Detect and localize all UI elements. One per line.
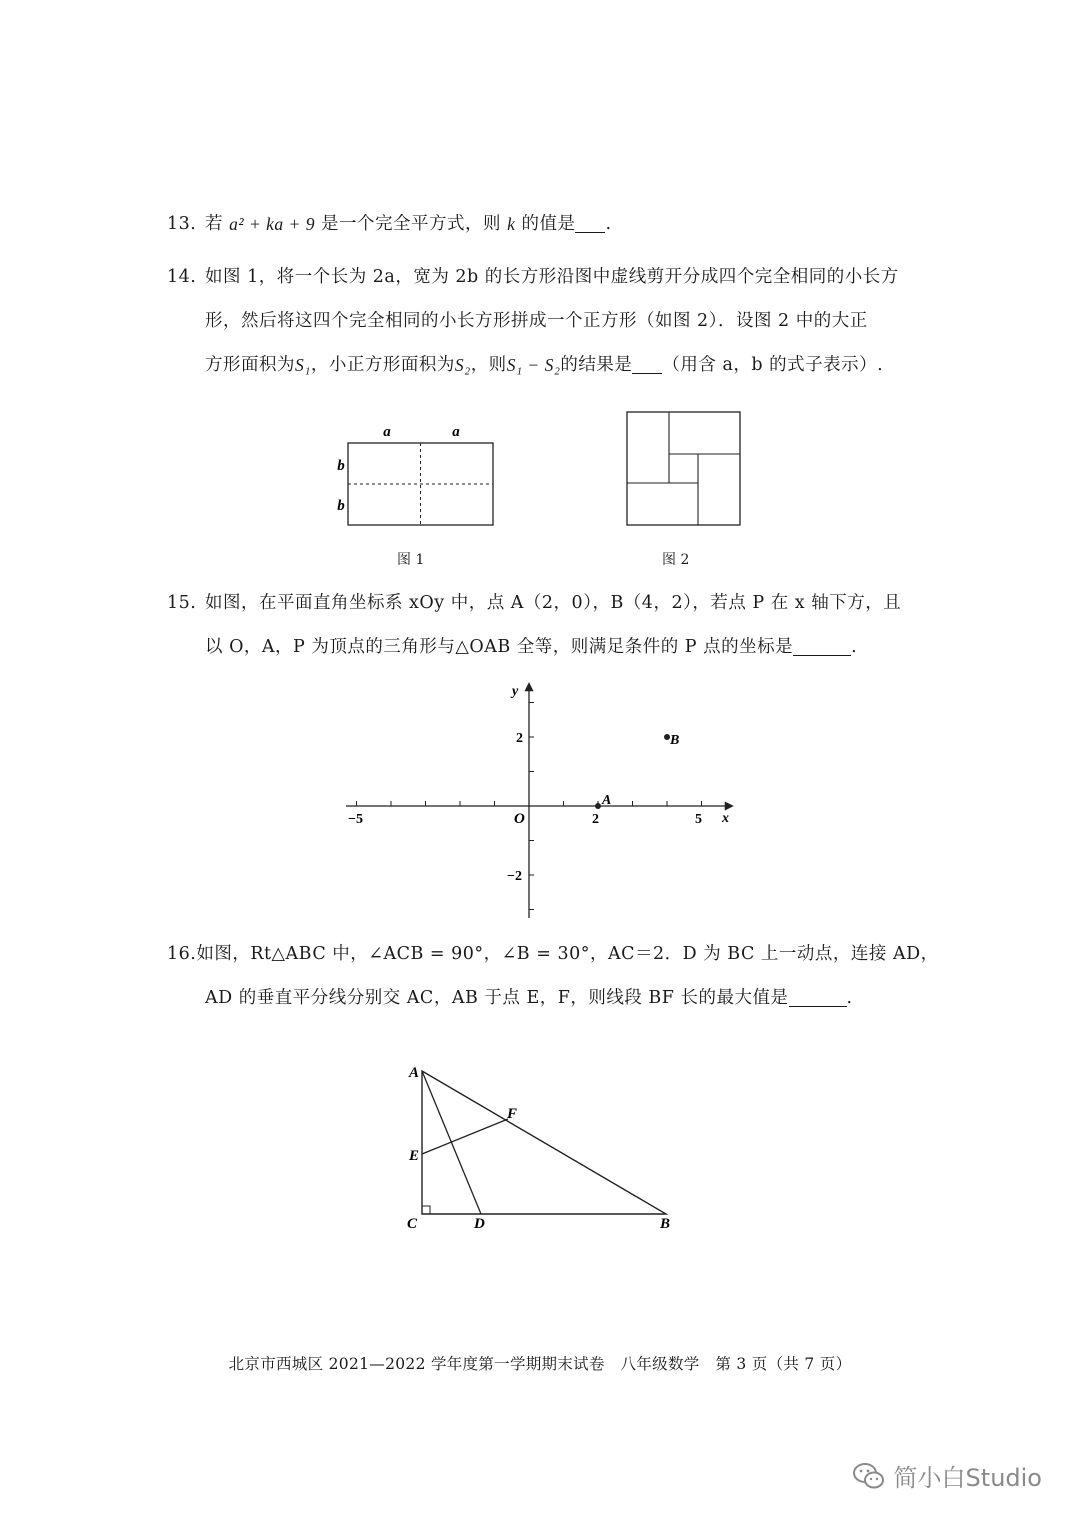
question-number: 15.	[167, 592, 197, 613]
tick-label-5: 5	[695, 812, 702, 827]
answer-blank[interactable]	[632, 357, 662, 374]
segment-ef	[422, 1119, 508, 1154]
point-b-label: B	[670, 733, 680, 748]
figure-2	[620, 405, 750, 535]
label-b: B	[660, 1216, 671, 1232]
question-14: 14. 如图 1，将一个长为 2a，宽为 2b 的长方形沿图中虚线剪开分成四个完全相同的小长方 形，然后将这四个完全相同的小长方形拼成一个正方形（如图 2）．设图 2 中的大正 方形面积为 S₁ ，小正方形面积为 S₂ ，则 S₁ − S₂ 的结果是 （用含 a，b 的式子表示）.	[167, 266, 899, 375]
tick-label-2: 2	[592, 812, 599, 827]
watermark	[852, 1458, 1042, 1493]
label-b: b	[337, 498, 345, 514]
right-angle-mark	[422, 1206, 430, 1214]
label-e: E	[409, 1148, 420, 1164]
page-footer: 北京市西城区 2021—2022 学年度第一学期期末试卷 八年级数学 第 3 页（共 7 页）	[228, 1355, 852, 1373]
figure-2-caption: 图 2	[662, 552, 690, 568]
y-axis-label: y	[512, 684, 519, 699]
point-a-label: A	[602, 793, 612, 808]
question-13: 13. 若 a² + ka + 9 是一个完全平方式，则 k 的值是 .	[167, 213, 612, 234]
triangle-abc	[422, 1071, 666, 1214]
watermark-text: 简小白Studio	[893, 1464, 1042, 1492]
label-a: a	[383, 424, 391, 440]
answer-blank[interactable]	[793, 639, 851, 656]
question-15: 15. 如图，在平面直角坐标系 xOy 中，点 A（2，0），B（4，2），若点 P 在 x 轴下方，且 以 O，A，P 为顶点的三角形与△OAB 全等，则满足条件的 P 点的坐标是 .	[167, 592, 902, 657]
question-number: 16.	[167, 943, 197, 964]
wechat-icon	[852, 1461, 886, 1491]
label-a: a	[452, 424, 460, 440]
question-number: 13.	[167, 213, 197, 234]
question-number: 14.	[167, 266, 197, 287]
coordinate-graph	[340, 680, 740, 925]
expression: a² + ka + 9	[229, 213, 315, 234]
figure-1	[325, 420, 510, 535]
x-axis-label: x	[722, 811, 729, 826]
large-square	[627, 412, 740, 525]
answer-blank[interactable]	[789, 990, 847, 1007]
question-16: 16. 如图，Rt△ABC 中，∠ACB = 90°，∠B = 30°，AC＝2．D 为 BC 上一动点，连接 AD， AD 的垂直平分线分别交 AC，AB 于点 E，F，则线段 BF 长的最大值是 .	[167, 943, 939, 1008]
triangle-figure	[400, 1060, 690, 1240]
label-b: b	[337, 458, 345, 474]
ytick-label-neg2: −2	[507, 869, 522, 884]
point-a	[595, 803, 601, 809]
label-a: A	[409, 1065, 420, 1081]
label-d: D	[474, 1216, 485, 1232]
tick-label-neg5: −5	[348, 812, 363, 827]
label-c: C	[407, 1216, 418, 1232]
figure-1-caption: 图 1	[397, 552, 425, 568]
label-f: F	[507, 1106, 518, 1122]
origin-label: O	[514, 811, 525, 827]
answer-blank[interactable]	[575, 216, 605, 233]
ytick-label-2: 2	[516, 731, 523, 746]
